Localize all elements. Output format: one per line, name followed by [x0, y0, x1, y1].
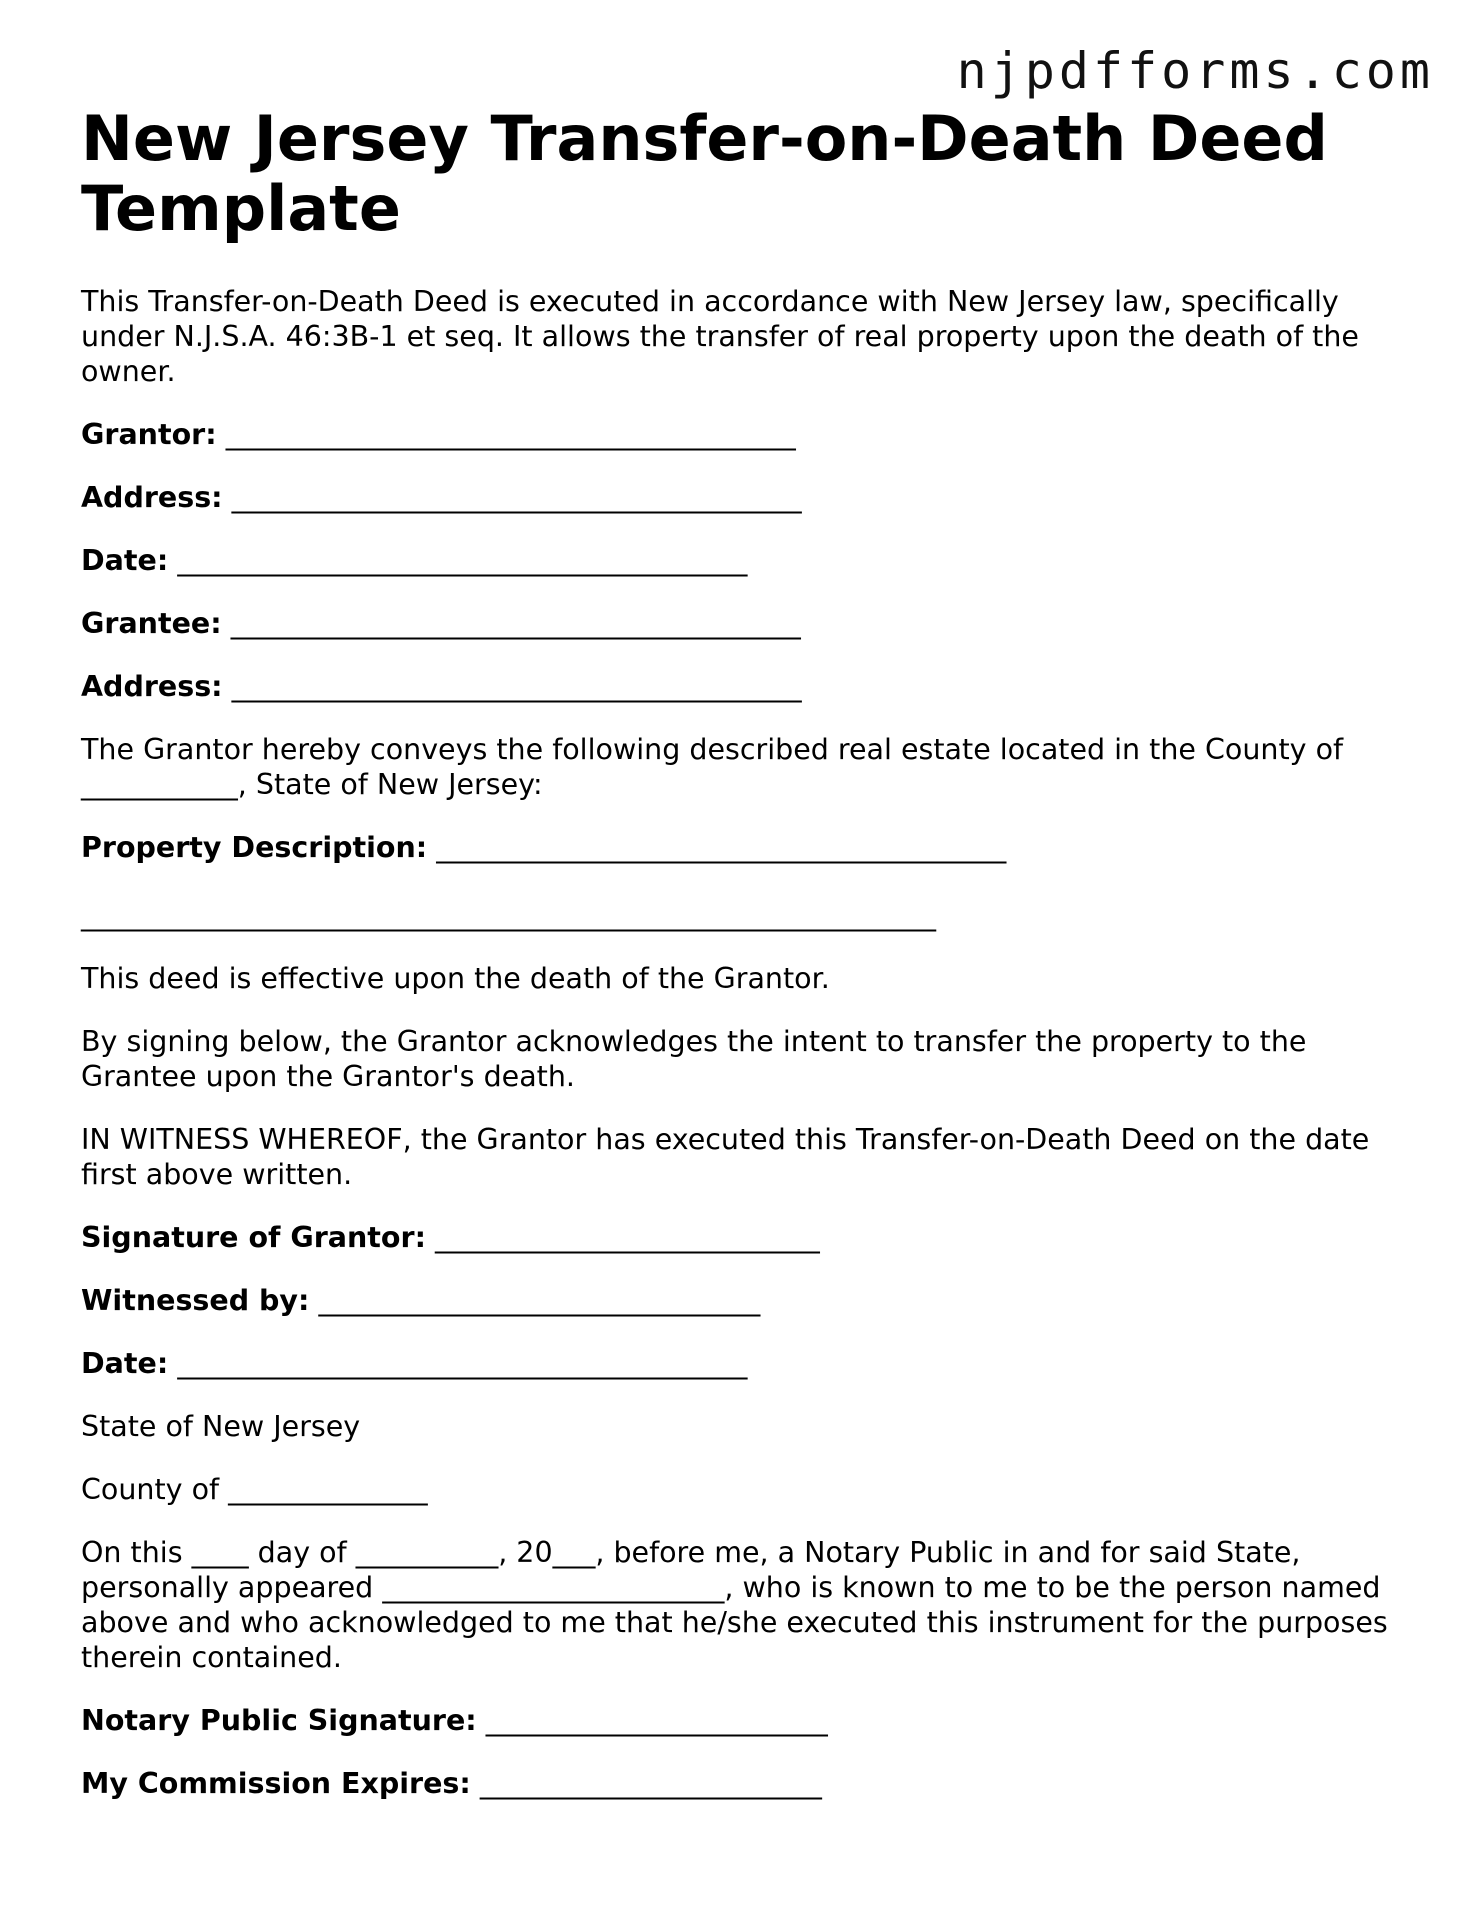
date-field — [81, 543, 1411, 578]
notary-signature-field — [81, 1703, 1411, 1738]
witnessed-by-blank[interactable]: _______________________________ — [318, 1284, 761, 1317]
grantee-address-field — [81, 669, 1411, 704]
field-label: My Commission Expires: — [81, 1767, 471, 1800]
effective-paragraph: This deed is effective upon the death of the Grantor. — [81, 962, 830, 995]
grantee-address-blank[interactable]: ________________________________________ — [231, 670, 802, 703]
signature-blank[interactable]: ___________________________ — [435, 1221, 820, 1254]
intro-paragraph: This Transfer-on-Death Deed is executed in accordance with New Jersey law, specifically under N.J.S.A. 46:3B-1 et seq. It allows the transfer of real property upon the death of the owner. — [81, 285, 1359, 388]
grantor-address-blank[interactable]: ________________________________________ — [231, 481, 802, 514]
field-label: Date: — [81, 1347, 169, 1380]
field-label: Witnessed by: — [81, 1284, 310, 1317]
notary-signature-blank[interactable]: ________________________ — [485, 1704, 828, 1737]
acknowledge-paragraph: By signing below, the Grantor acknowledges the intent to transfer the property to the Grantee upon the Grantor's death. — [81, 1025, 1307, 1093]
property-description-blank-line[interactable]: ____________________________________________________________ — [81, 899, 936, 932]
grantor-field — [81, 417, 1411, 452]
witnessed-by-field — [81, 1283, 1411, 1318]
field-label: Grantee: — [81, 607, 222, 640]
field-label: Address: — [81, 670, 223, 703]
date2-field — [81, 1346, 1411, 1381]
state-line: State of New Jersey — [81, 1410, 361, 1443]
field-label: Property Description: — [81, 831, 428, 864]
property-description-field — [81, 830, 1411, 865]
notary-paragraph: On this ____ day of __________, 20___, before me, a Notary Public in and for said State, personally appeared ________________________, who is known to me to be the person named above and who acknowledged to me that he/she executed this instrument for the purposes therein contained. — [81, 1536, 1388, 1674]
grantee-blank[interactable]: ________________________________________ — [230, 607, 801, 640]
convey-paragraph: The Grantor hereby conveys the following described real estate located in the County of ___________, State of New Jersey: — [81, 733, 1344, 801]
date2-blank[interactable]: ________________________________________ — [177, 1347, 748, 1380]
page-title: New Jersey Transfer-on-Death Deed Template — [81, 102, 1328, 245]
document-page — [81, 104, 1411, 1801]
field-label: Address: — [81, 481, 223, 514]
commission-expires-blank[interactable]: ________________________ — [479, 1767, 822, 1800]
property-description-blank[interactable]: ________________________________________ — [436, 831, 1007, 864]
county-line: County of ______________ — [81, 1473, 428, 1506]
field-label: Signature of Grantor: — [81, 1221, 426, 1254]
commission-expires-field — [81, 1766, 1411, 1801]
grantor-blank[interactable]: ________________________________________ — [225, 418, 796, 451]
grantor-address-field — [81, 480, 1411, 515]
field-label: Notary Public Signature: — [81, 1704, 477, 1737]
grantee-field — [81, 606, 1411, 641]
signature-field — [81, 1220, 1411, 1255]
field-label: Date: — [81, 544, 169, 577]
witness-paragraph: IN WITNESS WHEREOF, the Grantor has executed this Transfer-on-Death Deed on the date first above written. — [81, 1123, 1370, 1191]
field-label: Grantor: — [81, 418, 217, 451]
date-blank[interactable]: ________________________________________ — [177, 544, 748, 577]
watermark-text: njpdfforms.com — [956, 42, 1434, 100]
